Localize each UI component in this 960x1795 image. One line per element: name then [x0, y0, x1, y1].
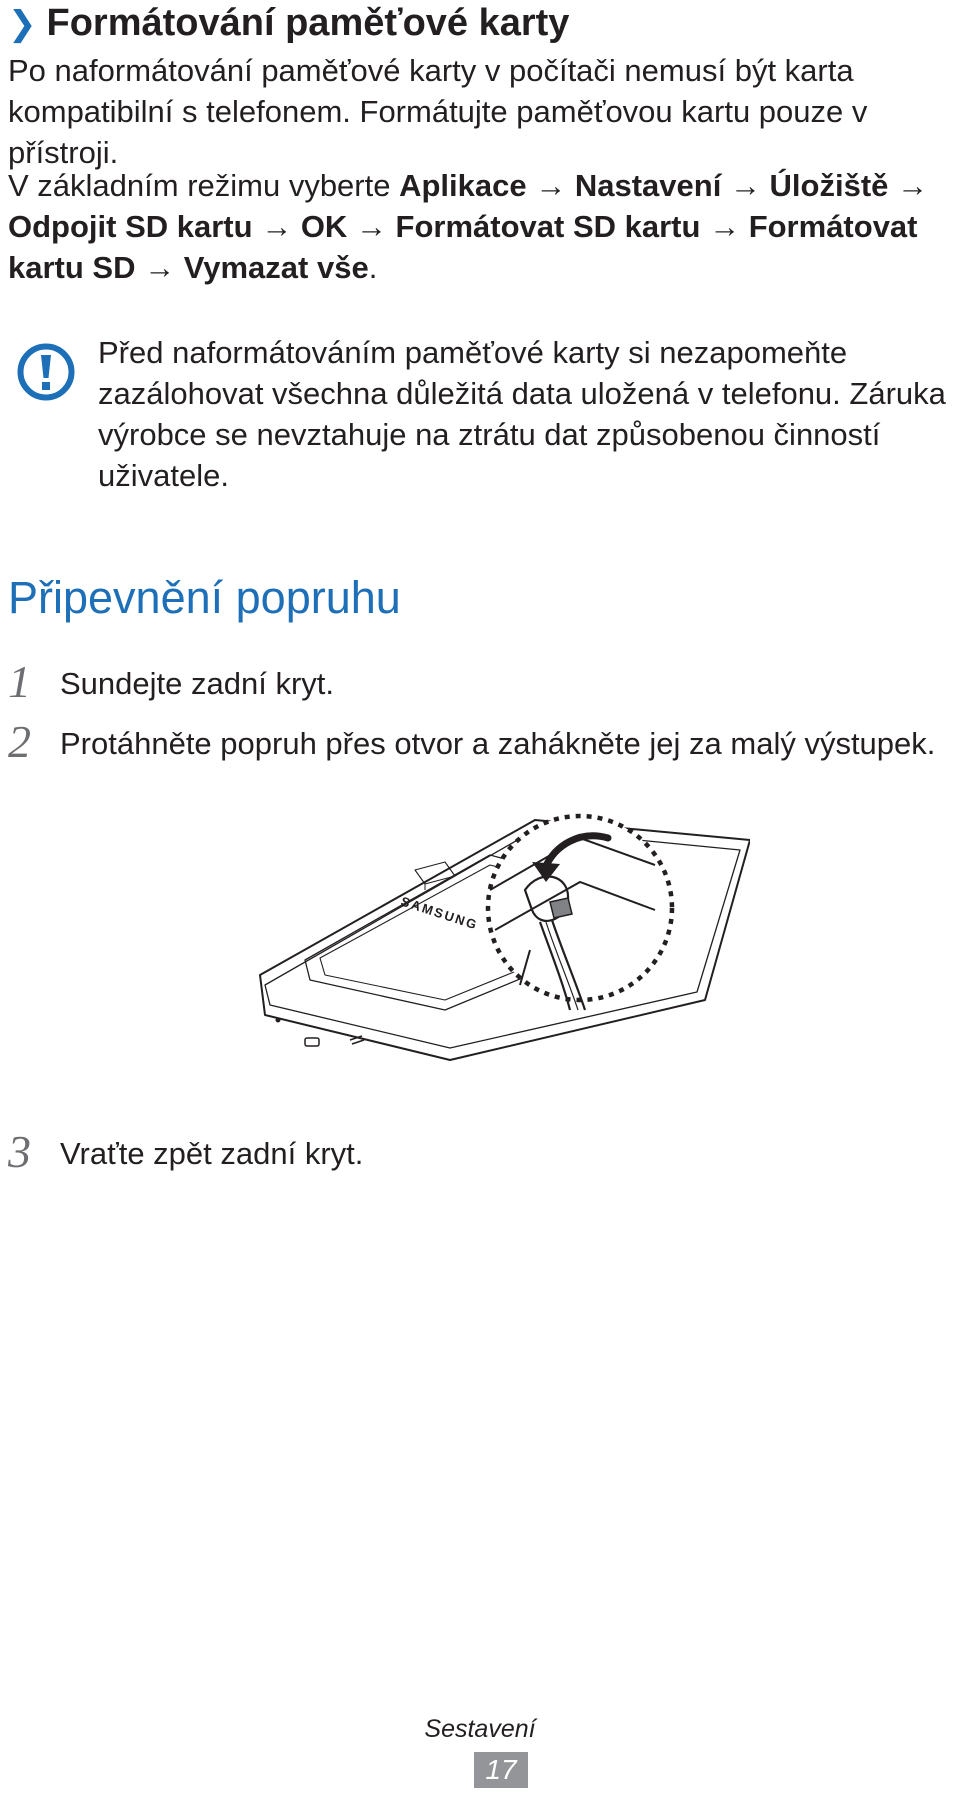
- menu-path-step: Formátovat SD kartu: [395, 209, 701, 244]
- step-item: [8, 716, 938, 767]
- step-number: 1: [8, 656, 31, 707]
- arrow-right-icon: →: [888, 168, 929, 203]
- menu-path-step: Úložiště: [769, 168, 889, 203]
- zoom-circle: [488, 816, 672, 1000]
- menu-path-step: Aplikace: [399, 168, 527, 203]
- arrow-right-icon: →: [526, 168, 575, 203]
- menu-path-step: Odpojit SD kartu: [8, 209, 253, 244]
- warning-note: Před naformátováním paměťové karty si nezapomeňte zazálohovat všechna důležitá data uložená v telefonu. Záruka výrobce se nevztahuje na ztrátu dat způsobenou činností uživatele.: [98, 335, 946, 493]
- step-number: 3: [8, 1126, 31, 1177]
- arrow-right-icon: →: [721, 168, 770, 203]
- footer-section-name: Sestavení: [424, 1715, 536, 1743]
- arrow-right-icon: →: [347, 209, 396, 244]
- section-title: Formátování paměťové karty: [46, 2, 570, 44]
- section-heading-strap: Připevnění popruhu: [8, 572, 401, 623]
- menu-path-prefix: V základním režimu vyberte: [8, 168, 400, 203]
- step-item: [8, 1126, 938, 1177]
- arrow-right-icon: →: [135, 250, 184, 285]
- arrow-right-icon: →: [252, 209, 301, 244]
- arrow-right-icon: →: [700, 209, 749, 244]
- chevron-right-icon: ❯: [8, 5, 37, 43]
- strap-attachment-illustration: [250, 810, 750, 1070]
- step-number: 2: [8, 716, 31, 767]
- menu-path-step: OK: [300, 209, 348, 244]
- menu-path-step: Nastavení: [574, 168, 722, 203]
- step-text: Vraťte zpět zadní kryt.: [60, 1136, 364, 1171]
- step-text: Sundejte zadní kryt.: [60, 666, 334, 701]
- brand-label: SAMSUNG: [399, 893, 481, 933]
- step-item: [8, 656, 938, 707]
- page-number-badge: 17: [474, 1752, 528, 1788]
- section-heading-formatting: [8, 2, 569, 45]
- menu-path-suffix: .: [368, 250, 378, 285]
- menu-path-step: Formátovat kartu SD: [8, 209, 918, 285]
- menu-path-step: Vymazat vše: [183, 250, 369, 285]
- intro-paragraph: Po naformátování paměťové karty v počítači nemusí být karta kompatibilní s telefonem. Formátujte paměťovou kartu pouze v přístroji.: [8, 53, 868, 170]
- exclamation-circle-icon: [16, 342, 76, 402]
- step-text: Protáhněte popruh přes otvor a zahákněte jej za malý výstupek.: [60, 726, 936, 761]
- hook-nub: [550, 898, 572, 918]
- menu-path-instruction: [8, 165, 948, 288]
